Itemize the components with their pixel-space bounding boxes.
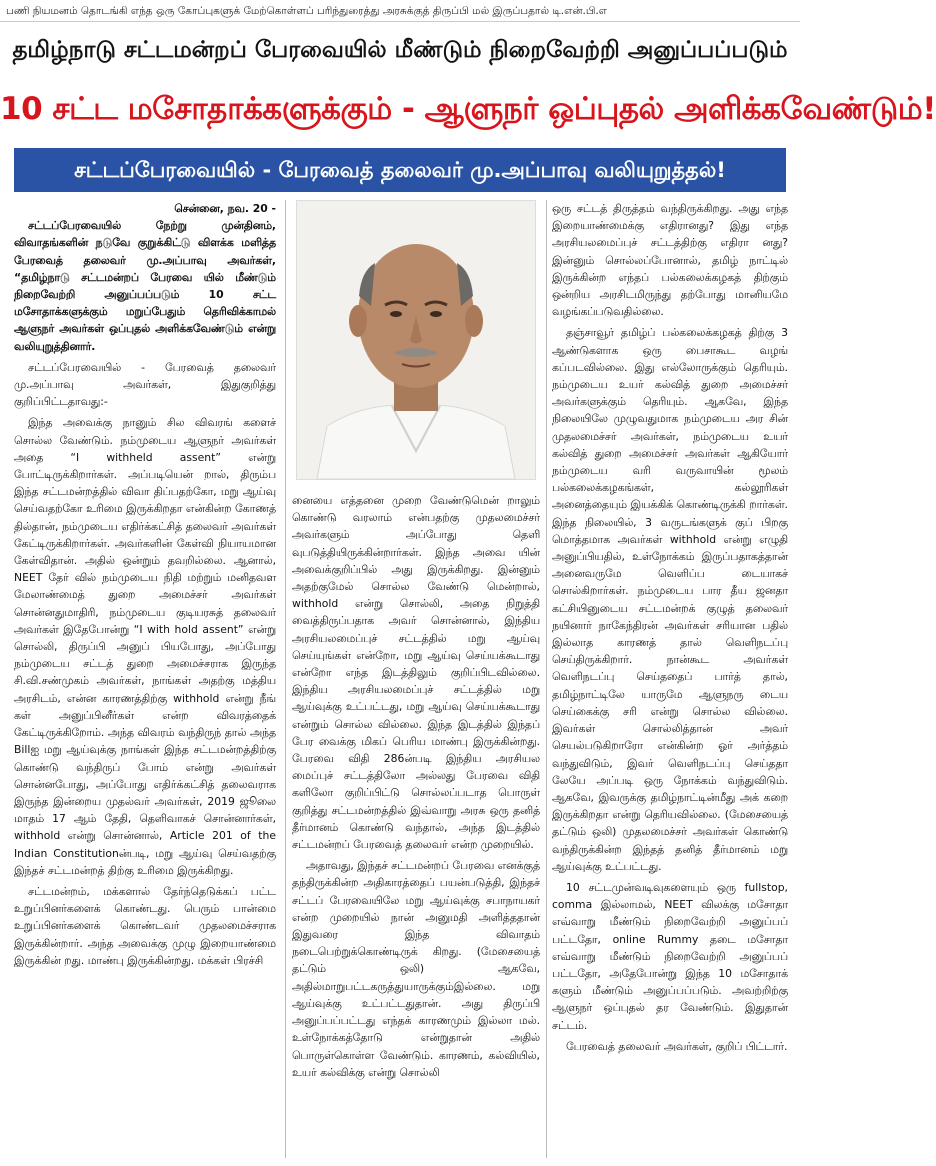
- article-paragraph: இந்த அவைக்கு நானும் சில விவரங் களைச் சொல்ல வேண்டும். நம்முடைய ஆளுநர் அவர்கள் அதை “I withheld assent” என்று போட்டிருக்கிறார்கள். அப்படியென் றால், திரும்ப இந்த சட்டமன்றத்தில் விவா திப்பதற்கோ, மறு ஆய்வு செய்வதற்கோ உரிமை இருக்கிறதா என்கின்ற கோணத் தில்தான், நம்முடைய எதிர்க்கட்சித் தலைவர் அவர்கள் கேட்டிருக்கிறார்கள். அவர்களின் கேள்வி நியாயமான கேள்விதான். அதில் ஒன்றும் தவறில்லை. ஆனால், NEET தேர் வில் நம்முடைய நிதி மற்றும் மனிதவள மேலாண்மைத் துறை அமைச்சர் அவர்கள் சொன்னதுமாதிரி, நம்முடைய குடியரசுத் தலைவர் அவர்கள் இதேபோன்று “I with hold assent” என்று சொல்லி, திருப்பி அனுப் பியபோது, அப்போது நம்முடைய சட்டத் துறை அமைச்சராக இருந்த சி.வி.சண்முகம் அவர்கள், நாங்கள் அதற்கு மத்திய அரசிடம், என்ன காரணத்திற்கு withhold என்று நீங் கள் அனுப்பினீர்கள் என்ற விவரத்தைக் கேட்டிருக்கிறோம். அந்த விவரம் வந்திருந் தால் அந்த Billஐ மறு ஆய்வுக்கு நாங்கள் இந்த சட்டமன்றத்திற்கு கொண்டு வந்திருப் போம் என்று அவர்கள் சொன்னபோது, அப்போது எதிர்க்கட்சித் தலைவராக இருந்த இன்றைய முதல்வர் அவர்கள், 2019 ஜூலை மாதம் 17 ஆம் தேதி, தெளிவாகச் சொன்னார்கள், withhold என்று சொன்னால், Article 201 of the Indian Constitutionன்படி, மறு ஆய்வு செய்வதற்கு இந்தச் சட்டமன்றத் திற்கு உரிமை இருக்கிறது.: [14, 416, 276, 877]
- article-paragraph: 10 சட்டமுன்வடிவுகளையும் ஒரு fullstop, comma இல்லாமல், NEET விலக்கு மசோதா எவ்வாறு மீண்டும் நிறைவேற்றி அனுப்பப் பட்டதோ, online Rummy தடை மசோதா எவ்வாறு மீண்டும் நிறைவேற்றி அனுப்பப் பட்டதோ, அதேபோன்று இந்த 10 மசோதாக் களும் மீண்டும் அனுப்பப்படும். அவற்றிற்கு ஆளுநர் ஒப்புதல் தர வேண்டும். இதுதான் சட்டம்.: [552, 880, 788, 1032]
- headline-main: 10 சட்ட மசோதாக்களுக்கும் - ஆளுநர் ஒப்புதல் அளிக்கவேண்டும்!: [0, 91, 936, 127]
- column-divider: [285, 200, 286, 1158]
- top-strip-text: பணி நியமனம் தொடங்கி எந்த ஒரு கோப்புகளுக் மேற்கொள்ளப் பரிந்துரைத்து அரசுக்குத் திருப்பி மல் இருப்பதால் டி.என்.பி.எ: [0, 0, 800, 22]
- article-paragraph: சட்டப்பேரவையில் நேற்று முன்தினம், விவாதங்களின் நடுவே குறுக்கிட்டு விளக்க மளித்த பேரவைத் தலைவர் மு.அப்பாவு அவர்கள், “தமிழ்நாடு சட்டமன்றப் பேரவை யில் மீண்டும் நிறைவேற்றி அனுப்பப்படும் 10 சட்ட மசோதாக்களுக்கும் மறுப்பேதும் தெரிவிக்காமல் ஆளுநர் அவர்கள் ஒப்புதல் அளிக்கவேண்டும் என்று வலியுறுத்தினார்.: [14, 219, 276, 353]
- article-paragraph: அதாவது, இந்தச் சட்டமன்றப் பேரவை எனக்குத் தந்திருக்கின்ற அதிகாரத்தைப் பயன்படுத்தி, இந்தச் சட்டப் பேரவையிலே மறு ஆய்வுக்கு சபாநாயகர் என்ற முறையில் நான் அனுமதி அளித்ததான் இதுவரை இந்த விவாதம் நடைபெற்றுக்கொண்டிருக் கிறது. (மேசையைத் தட்டும் ஒலி) ஆகவே, அதில்மாறுபட்டகருத்துயாருக்கும்இல்லை. மறு ஆய்வுக்கு உட்பட்டதுதான். அது திருப்பி அனுப்பப்பட்டது எந்தக் காரணமும் இல்லா மல். உள்நோக்கத்தோடு என்றுதான் அதில் பொருள்கொள்ள வேண்டும். காரணம், கல்வியில், உயர் கல்விக்கு என்று சொல்லி: [292, 859, 540, 1079]
- article-paragraph: ஒரு சட்டத் திருத்தம் வந்திருக்கிறது. அது எந்த இறையாண்மைக்கு எதிரானது? இது எந்த அரசியலமைப்புச் சட்டத்திற்கு எதிரா னது? இன்னும் சொல்லப்போனால், தமிழ் நாட்டில் இருக்கின்ற எந்தப் பல்கலைக்கழகத் திற்கும் ஒன்றிய அரசிடமிருந்து தற்போது மானியமே வழங்கப்படுவதில்லை.: [552, 202, 788, 319]
- article-column-2: [292, 492, 540, 1160]
- article-paragraph: தஞ்சாவூர் தமிழ்ப் பல்கலைக்கழகத் திற்கு 3 ஆண்டுகளாக ஒரு பைசாகூட வழங் கப்படவில்லை. இது எல்லோருக்கும் தெரியும். நம்முடைய உயர் கல்வித் துறை அமைச்சர் அவர்களுக்கும் தெரியும். ஆகவே, இந்த நிலையிலே முழுவதுமாக நம்முடைய அர சின் முதலமைச்சர் அவர்கள், நம்முடைய உயர் கல்வித் துறை அமைச்சர் அவர்கள் ஆகியோர் நம்முடைய வரி வருவாயின் மூலம் பல்கலைக்கழகங்கள், கல்லூரிகள் அனைத்தையும் இயக்கிக் கொண்டிருக்கி றார்கள். இந்த நிலையில், 3 வருடங்களுக் குப் பிறகு மொத்தமாக அவர்கள் withhold என்று எழுதி அனுப்பியதில், உள்நோக்கம் இருப்பதாகத்தான் அனைவருமே வெளிப்ப டையாகச் சொல்கிறார்கள். நம்முடைய பார தீய ஜனதா கட்சியினுடைய சட்டமன்றக் குழுத் தலைவர் நயினார் நாகேந்திரன் அவர்கள் சரியான பதில் இல்லாத காரணத் தால் வெளிநடப்பு செய்திருக்கிறார். நான்கூட அவர்கள் வெளிநடப்பு செய்ததைப் பார்த் தால், தமிழ்நாட்டிலே யாருமே ஆளுநரு டைய செய்கைக்கு சரி என்று சொல்ல வில்லை. இவர்கள் சொல்லித்தான் அவர் செயல்படுகிறாரோ என்கின்ற ஓர் அர்த்தம் வந்துவிடும், இவர் வெளிநடப்பு செய்ததா லேயே அப்படி ஒரு நோக்கம் வந்துவிடும். ஆகவே, இவருக்கு தமிழ்நாட்டின்மீது அக் கறை இருக்கிறதா என்று தெரியவில்லை. (மேசையைத் தட்டும் ஒலி) முதலமைச்சர் அவர்கள் கொண்டு வந்திருக்கின்ற இந்தத் தனித் தீர்மானம் மறு ஆய்வுக்கு உட்பட்டது.: [552, 326, 788, 873]
- article-paragraph: பேரவைத் தலைவர் அவர்கள், குறிப் பிட்டார்.: [566, 1039, 788, 1053]
- portrait-photo-icon: [297, 201, 535, 479]
- article-paragraph: னையை எத்தனை முறை வேண்டுமென் றாலும் கொண்டு வரலாம் என்பதற்கு முதலமைச்சர் அவர்களும் அப்போது தெளி வுபடுத்தியிருக்கின்றார்கள். இந்த அவை யின் அவைக்குறிப்பில் அது இருக்கிறது. இன்னும் அதற்குமேல் சொல்ல வேண்டு மென்றால், withhold என்று சொல்லி, அதை நிறுத்தி வைத்திருப்பதாக அவர் சொன்னால், இந்திய அரசியலமைப்புச் சட்டத்தில் மறு ஆய்வு செய்யுங்கள் என்றோ, மறு ஆய்வு செய்யக்கூடாது என்றோ எந்த இடத்திலும் குறிப்பிடவில்லை. இந்திய அரசியலமைப்புச் சட்டத்தில் மறு ஆய்வுக்கு உட்பட்டது, மறு ஆய்வு செய்யக்கூடாது என்றும் சொல்ல வில்லை. இந்த இடத்தில் இந்தப் பேர வைக்கு மிகப் பெரிய மாண்பு இருக்கின்றது. பேரவை விதி 286ன்படி இந்திய அரசியல மைப்புச் சட்டத்திலோ அல்லது பேரவை விதி களிலோ குறிப்பிட்டு சொல்லப்படாத பொருள் குறித்து சட்டமன்றத்தில் இவ்வாறு அரசு ஒரு தனித் தீர்மானம் கொண்டு வந்தால், அந்த இடத்தில் சட்டமன்றப் பேரவைத் தலைவர் என்ற முறையில்.: [292, 494, 540, 852]
- article-column-1: [14, 200, 276, 1160]
- portrait-photo: [296, 200, 536, 480]
- column-divider: [546, 200, 547, 1158]
- headline-top: தமிழ்நாடு சட்டமன்றப் பேரவையில் மீண்டும் நிறைவேற்றி அனுப்பப்படும்: [12, 37, 788, 63]
- headline-sub: சட்டப்பேரவையில் - பேரவைத் தலைவர் மு.அப்பாவு வலியுறுத்தல்!: [14, 148, 786, 192]
- article-paragraph: சட்டமன்றம், மக்களால் தேர்ந்தெடுக்கப் பட்ட உறுப்பினர்களைக் கொண்டது. பெரும் பான்மை உறுப்பினர்களைக் கொண்டவர் முதலமைச்சராக இருக்கின்றார். அந்த அவைக்கு முழு இறையாண்மை இருக்கின் றது. மாண்பு இருக்கின்றது. மக்கள் பிரச்சி: [14, 884, 276, 967]
- article-column-3: [552, 200, 788, 1160]
- dateline: சென்னை, நவ. 20 -: [174, 202, 276, 215]
- article-paragraph: சட்டப்பேரவையில் - பேரவைத் தலைவர் மு.அப்பாவு அவர்கள், இதுகுறித்து குறிப்பிட்டதாவது:-: [14, 360, 276, 409]
